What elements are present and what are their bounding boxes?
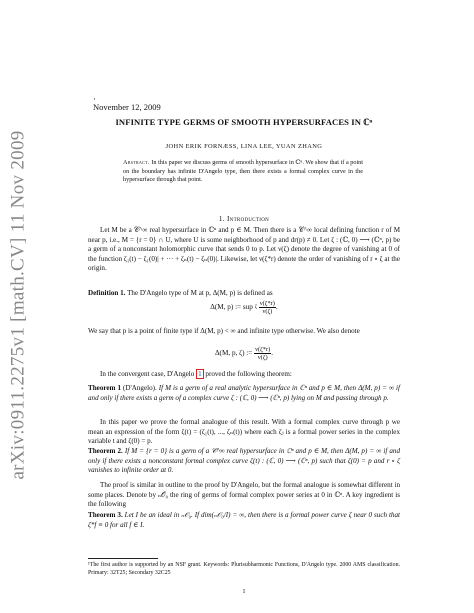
formula-1-denominator: ν(ζ) <box>262 308 273 315</box>
theorem-3 <box>88 511 400 530</box>
intro-paragraph-3-post: proved the following theorem: <box>203 370 292 378</box>
formula-2-numerator: ν(ζ*r) <box>255 346 271 353</box>
abstract <box>123 159 363 185</box>
formula-1-numerator: ν(ζ*r) <box>259 300 275 307</box>
intro-paragraph-1: Let M be a 𝒞^∞ real hypersurface in ℂⁿ and p ∈ M. Then there is a 𝒞^∞ local defining function r of M near p, i.e., M = {r = 0} ∩ U, where U is some neighborhood of p and dr(p) ≠ 0. Let ζ : (ℂ, 0) ⟶ (ℂⁿ, p) be a germ of a nonconstant holomorphic curve that sends 0 to p. Let ν(ζ) denote the degree of vanishing at 0 of the function ζ₁(t) − ζ₁(0)| + ··· + ζₙ(t) − ζₙ(0)|. Likewise, let ν(ζ*r) denote the order of vanishing of r ∘ ζ at the origin. <box>88 226 400 273</box>
theorem-1-label: Theorem 1 <box>88 384 121 392</box>
paper-title: INFINITE TYPE GERMS OF SMOOTH HYPERSURFACES IN ℂⁿ <box>115 117 373 127</box>
intro-paragraph-3 <box>88 370 400 380</box>
formula-1-fraction <box>259 300 276 315</box>
abstract-text: In this paper we discuss germs of smooth hypersurface in ℂⁿ. We show that if a point on the boundary has infinite D'Angelo type, then there exists a formal complex curve in the hypersurface through that point. <box>123 159 363 184</box>
theorem-1-attribution: (D'Angelo). <box>121 384 157 392</box>
date: November 12, 2009 <box>93 102 161 112</box>
footnote: ¹The first author is supported by an NSF grant. Keywords: Plurisubharmonic Functions, D'Angelo type. 2000 AMS classification. Primary: 32T25; Secondary 32C25 <box>88 562 400 576</box>
theorem-3-text: Let I be an ideal in ₙ𝒪₀. If dim(ₙ𝒪₀/I) = ∞, then there is a formal power curve ζ near 0 such that ζ*f ≡ 0 for all f ∈ I. <box>88 511 401 529</box>
formula-1-end: . <box>275 303 278 312</box>
intro-paragraph-2: We say that p is a point of finite type if Δ(M, p) < ∞ and infinite type otherwise. We also denote <box>88 327 360 335</box>
formula-2-end: . <box>271 349 274 358</box>
theorem-2-text: If M = {r = 0} is a germ of a 𝒞^∞ real hypersurface in ℂⁿ and p ∈ M, then Δ(M, p) = ∞ if and only if there exists a nonconstant formal complex curve ζ(t) : (ℂ, 0) ⟶ (ℂⁿ, p) such that ζ(0) = p and r ∘ ζ vanishes to infinite order at 0. <box>88 447 401 475</box>
intro-paragraph-5: The proof is similar in outline to the proof by D'Angelo, but the formal analogue is somewhat different in some places. Denote by ₙ𝒪₀ the ring of germs of formal complex power series at 0 in ℂⁿ. A key ingredient is the following <box>88 481 400 509</box>
intro-paragraph-3-pre: In the convergent case, D'Angelo <box>100 370 197 378</box>
formula-2-lhs: Δ(M, p, ζ) := <box>214 349 253 358</box>
definition-1-label: Definition 1. <box>88 289 126 297</box>
formula-1-sub <box>255 305 257 310</box>
theorem-2 <box>88 447 400 476</box>
authors: JOHN ERIK FORNÆSS, LINA LEE, YUAN ZHANG <box>165 143 323 150</box>
section-title: 1. Introduction <box>218 215 270 223</box>
abstract-heading: Abstract. <box>123 159 150 166</box>
arxiv-stamp <box>2 120 36 490</box>
formula-2-fraction <box>254 346 274 361</box>
header-dot: · <box>93 94 96 104</box>
definition-1 <box>88 289 400 299</box>
arxiv-identifier: arXiv:0911.2275v1 [math.CV] 11 Nov 2009 <box>8 130 29 480</box>
intro-paragraph-4: In this paper we prove the formal analogue of this result. With a formal complex curve through p we mean an expression of the form ζ(t) = (ζ₁(t), ..., ζₙ(t)) where each ζⱼ is a formal power series in the complex variable t and ζ(0) = p. <box>88 418 400 446</box>
definition-1-text: The D'Angelo type of M at p, Δ(M, p) is defined as <box>125 289 273 297</box>
footnote-divider <box>88 558 158 559</box>
formula-delta-type <box>88 300 400 315</box>
theorem-1-text: If M is a germ of a real analytic hypersurface in ℂⁿ and p ∈ M, then Δ(M, p) = ∞ if and only if there exists a germ of a complex curve ζ : (ℂ, 0) ⟶ (ℂⁿ, p) lying on M and passing through p. <box>88 384 400 402</box>
page-number: 1 <box>242 588 246 595</box>
citation-link[interactable]: 1 <box>198 370 202 378</box>
formula-2-denominator: ν(ζ) <box>257 354 268 361</box>
formula-delta-curve <box>88 346 400 361</box>
theorem-3-label: Theorem 3. <box>88 511 123 519</box>
theorem-2-label: Theorem 2. <box>88 447 123 455</box>
formula-1-lhs: Δ(M, p) := sup <box>210 303 253 312</box>
formula-1-subscript: ζ <box>254 304 257 310</box>
theorem-1 <box>88 384 400 403</box>
